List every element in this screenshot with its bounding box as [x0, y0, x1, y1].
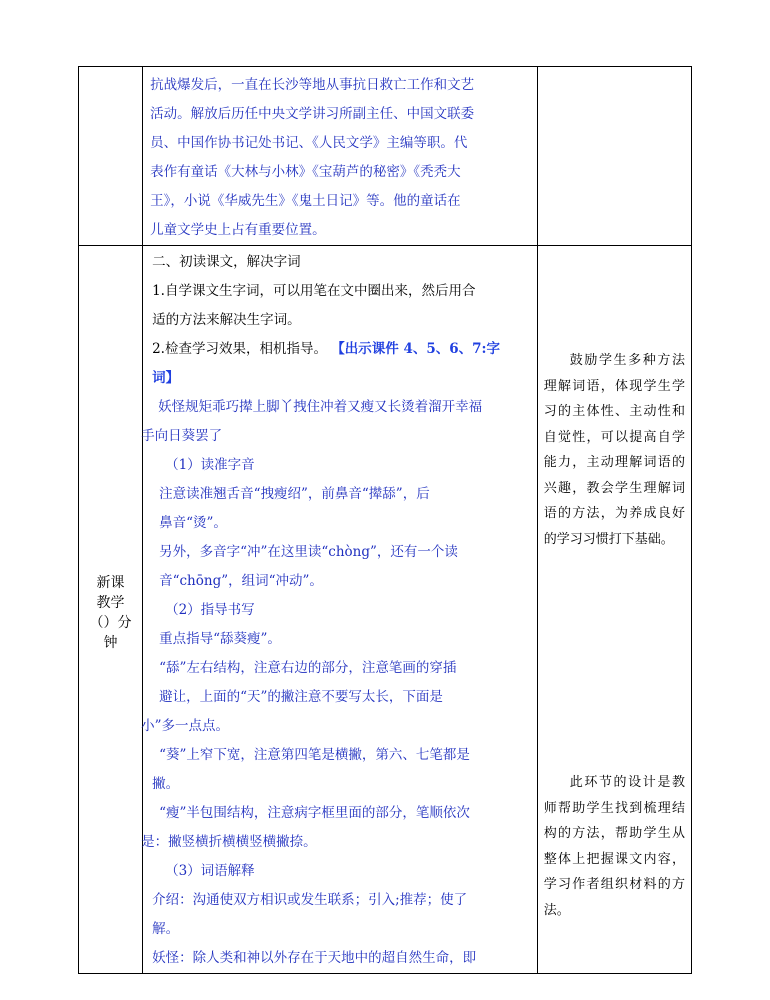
intro-line: 活动。解放后历任中央文学讲习所副主任、中国文联委	[150, 106, 475, 122]
subsection-title: （1）读准字音	[165, 457, 255, 473]
section-heading: 二、初读课文，解决字词	[152, 254, 301, 270]
body-line: 小”多一点点。	[141, 718, 229, 734]
body-line: 注意读准翘舌音“拽瘦绍”，前鼻音“撵舔”，后	[159, 486, 430, 502]
body-line: 重点指导“舔葵瘦”。	[159, 631, 281, 647]
category-line: 钟	[103, 634, 118, 651]
step2-text: 2.检查学习效果，相机指导。	[152, 341, 327, 357]
body-line: 撇。	[152, 776, 180, 792]
note-cell-empty	[537, 67, 691, 246]
lesson-content-cell	[143, 246, 538, 974]
category-cell	[79, 246, 143, 974]
body-line: 避让，上面的“天”的撇注意不要写太长，下面是	[159, 689, 443, 705]
body-line: “舔”左右结构，注意右边的部分，注意笔画的穿插	[159, 660, 457, 676]
body-line: 解。	[152, 921, 180, 937]
body-line: 音“chōng”，组词“冲动”。	[159, 573, 323, 589]
word-list: 妖怪规矩乖巧撵上脚丫拽住冲着又瘦又长烫着溜开幸福	[158, 399, 483, 415]
category-line: 新课	[96, 574, 125, 591]
intro-line: 抗战爆发后，一直在长沙等地从事抗日救亡工作和文艺	[150, 77, 475, 93]
step-text: 适的方法来解决生字词。	[152, 312, 301, 328]
design-note-cell	[537, 246, 691, 974]
body-line: 妖怪：除人类和神以外存在于天地中的超自然生命，即	[152, 950, 477, 966]
category-line: （）分	[89, 614, 132, 631]
body-line: “葵”上窄下宽，注意第四笔是横撇，第六、七笔都是	[159, 747, 470, 763]
subsection-title: （2）指导书写	[165, 602, 255, 618]
intro-line: 王》，小说《华威先生》《鬼土日记》等。他的童话在	[150, 193, 461, 209]
body-line: 鼻音“烫”。	[159, 515, 227, 531]
body-line: 是：撇竖横折横横竖横撇捺。	[141, 834, 317, 850]
lesson-plan-table	[78, 66, 692, 974]
design-note: 鼓励学生多种方法理解词语，体现学生学习的主体性、主动性和自觉性，可以提高自学能力，主动理解词语的兴趣，教会学生理解词语的方法，为养成良好的学习习惯打下基础。	[543, 353, 685, 547]
step-text: 1.自学课文生字词，可以用笔在文中圈出来，然后用合	[152, 283, 476, 299]
step-text	[143, 335, 537, 364]
category-cell-empty	[79, 67, 143, 246]
intro-line: 儿童文学史上占有重要位置。	[150, 222, 326, 238]
table-row	[79, 67, 692, 246]
intro-line: 员、中国作协书记处书记、《人民文学》主编等职。代	[150, 135, 468, 151]
subsection-title: （3）词语解释	[165, 863, 255, 879]
table-row	[79, 246, 692, 974]
body-line: “瘦”半包围结构，注意病字框里面的部分，笔顺依次	[159, 805, 470, 821]
courseware-tag: 【出示课件 4、5、6、7:字	[331, 341, 501, 357]
intro-line: 表作有童话《大林与小林》《宝葫芦的秘密》《秃秃大	[150, 164, 461, 180]
courseware-tag: 词】	[152, 370, 180, 386]
body-line: 介绍：沟通使双方相识或发生联系；引入;推荐；使了	[152, 892, 468, 908]
body-line: 另外，多音字“冲”在这里读“chòng”，还有一个读	[159, 544, 458, 560]
design-note: 此环节的设计是教师帮助学生找到梳理结构的方法，帮助学生从整体上把握课文内容，学习作者组织材料的方法。	[543, 775, 685, 918]
category-line: 教学	[96, 594, 125, 611]
word-list: 手向日葵罢了	[141, 428, 223, 444]
author-intro-cell	[143, 67, 538, 246]
